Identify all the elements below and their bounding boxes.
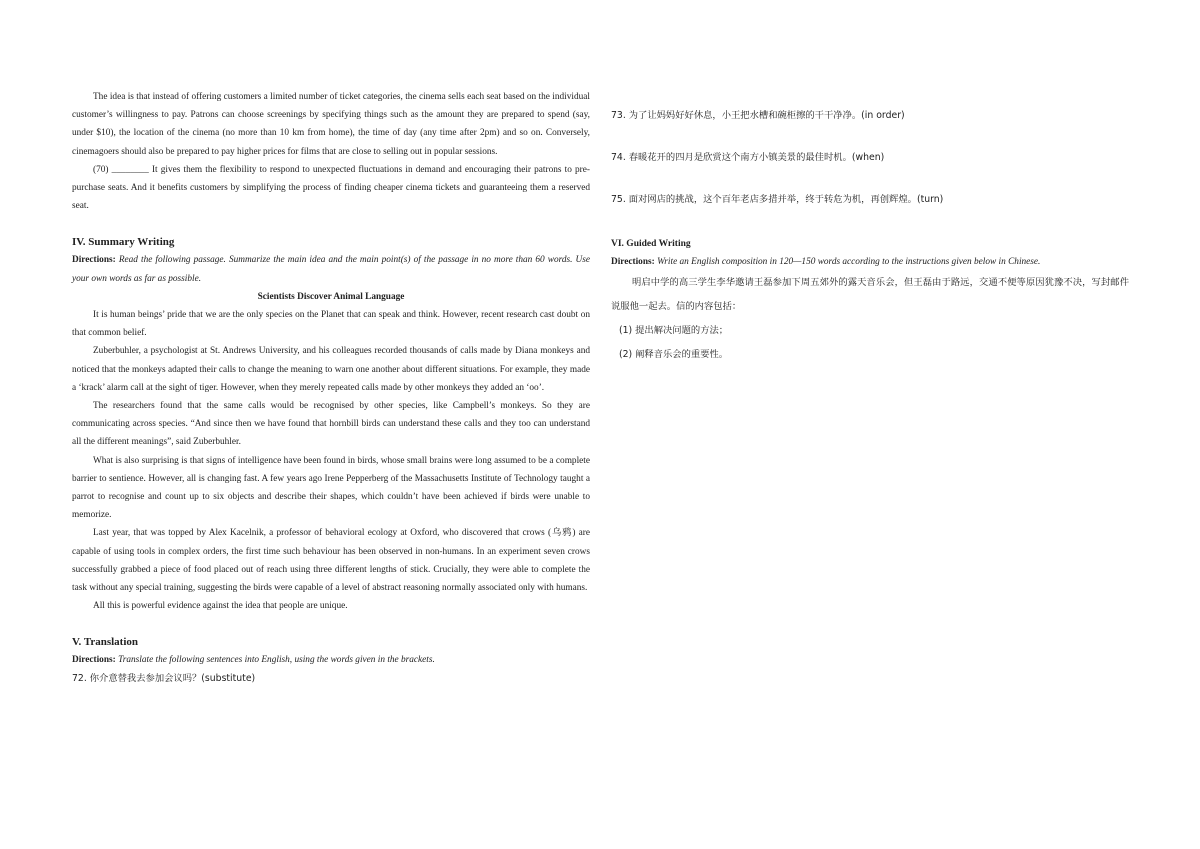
section-6-title: VI. Guided Writing	[611, 239, 691, 249]
left-column	[72, 88, 590, 688]
section-4-directions: Directions: Read the following passage. Summarize the main idea and the main point(s) of the passage in no more than 60 words. Use your own words as far as possible.	[72, 255, 590, 284]
guided-writing-point-1: (1) 提出解决问题的方法；	[619, 325, 729, 337]
paragraph-70-blank: (70) ________ It gives them the flexibility to respond to unexpected fluctuations in demand and encouraging their patrons to pre-purchase seats. And it benefits customers by simplifying the process of finding cheaper cinema tickets and guaranteeing them a reserved seat.	[72, 164, 590, 212]
question-74: 74. 春暖花开的四月是欣赏这个南方小镇美景的最佳时机。(when)	[611, 152, 885, 163]
right-column	[611, 107, 1129, 367]
passage-paragraph-3: The researchers found that the same calls would be recognised by other species, like Campbell’s monkeys. So they are communicating across species. “And since then we have found that hornbill birds can understand these calls and they too can understand all the different meanings”, said Zuberbuhler.	[72, 401, 590, 448]
section-6-directions: Directions: Write an English composition in 120—150 words according to the instructions given below in Chinese.	[611, 257, 1041, 267]
passage-paragraph-4: What is also surprising is that signs of intelligence have been found in birds, whose small brains were long assumed to be a complete barrier to sentience. However, all is changing fast. A few years ago Irene Pepperberg of the Massachusetts Institute of Technology taught a parrot to recognise and count up to six objects and describe their shapes, which couldn’t have been achieved if birds were unable to memorize.	[72, 455, 590, 521]
section-5-title: V. Translation	[72, 636, 139, 649]
section-5-directions: Directions: Translate the following sentences into English, using the words given in the brackets.	[72, 655, 435, 666]
section-4-title: IV. Summary Writing	[72, 236, 175, 249]
passage-paragraph-5: Last year, that was topped by Alex Kacelnik, a professor of behavioral ecology at Oxford, who discovered that crows (乌鸦) are capable of using tools in complex orders, the first time such behaviour has been observed in non-humans. In an experiment seven crows successfully grabbed a piece of food placed out of reach using three different lengths of stick. Crucially, they were able to complete the task without any special training, suggesting the birds were capable of a level of abstract reasoning normally associated only with humans.	[72, 528, 590, 594]
passage-title: Scientists Discover Animal Language	[257, 291, 405, 302]
passage-paragraph-1: It is human beings’ pride that we are the only species on the Planet that can speak and think. However, recent research cast doubt on that common belief.	[72, 310, 590, 339]
question-73: 73. 为了让妈妈好好休息，小王把水槽和碗柜擦的干干净净。(in order)	[611, 110, 905, 121]
guided-writing-prompt: 明启中学的高三学生李华邀请王磊参加下周五郊外的露天音乐会，但王磊由于路远，交通不便等原因犹豫不决，写封邮件说服他一起去。信的内容包括：	[611, 277, 1129, 313]
passage-paragraph-6: All this is powerful evidence against the idea that people are unique.	[93, 601, 348, 612]
paragraph-cinema-idea: The idea is that instead of offering customers a limited number of ticket categories, the cinema sells each seat based on the individual customer’s willingness to pay. Patrons can choose screenings by specifying things such as the amount they are prepared to spend (say, under $10), the location of the cinema (no more than 10 km from home), the time of day (any time after 2pm) and so on. Conversely, cinemagoers should also be prepared to pay higher prices for films that are close to selling out in popular sessions.	[72, 92, 590, 157]
question-72: 72. 你介意替我去参加会议吗？(substitute)	[72, 672, 256, 684]
passage-paragraph-2: Zuberbuhler, a psychologist at St. Andrews University, and his colleagues recorded thousands of calls made by Diana monkeys and noticed that the monkeys adapted their calls to change the meaning to warn one another about different situations. For example, they made a ‘krack’ alarm call at the sight of tiger. However, when they merely repeated calls made by other monkeys they added an ‘oo’.	[72, 346, 590, 393]
guided-writing-point-2: (2) 阐释音乐会的重要性。	[619, 349, 729, 361]
question-75: 75. 面对网店的挑战，这个百年老店多措并举，终于转危为机，再创辉煌。(turn)	[611, 194, 944, 205]
